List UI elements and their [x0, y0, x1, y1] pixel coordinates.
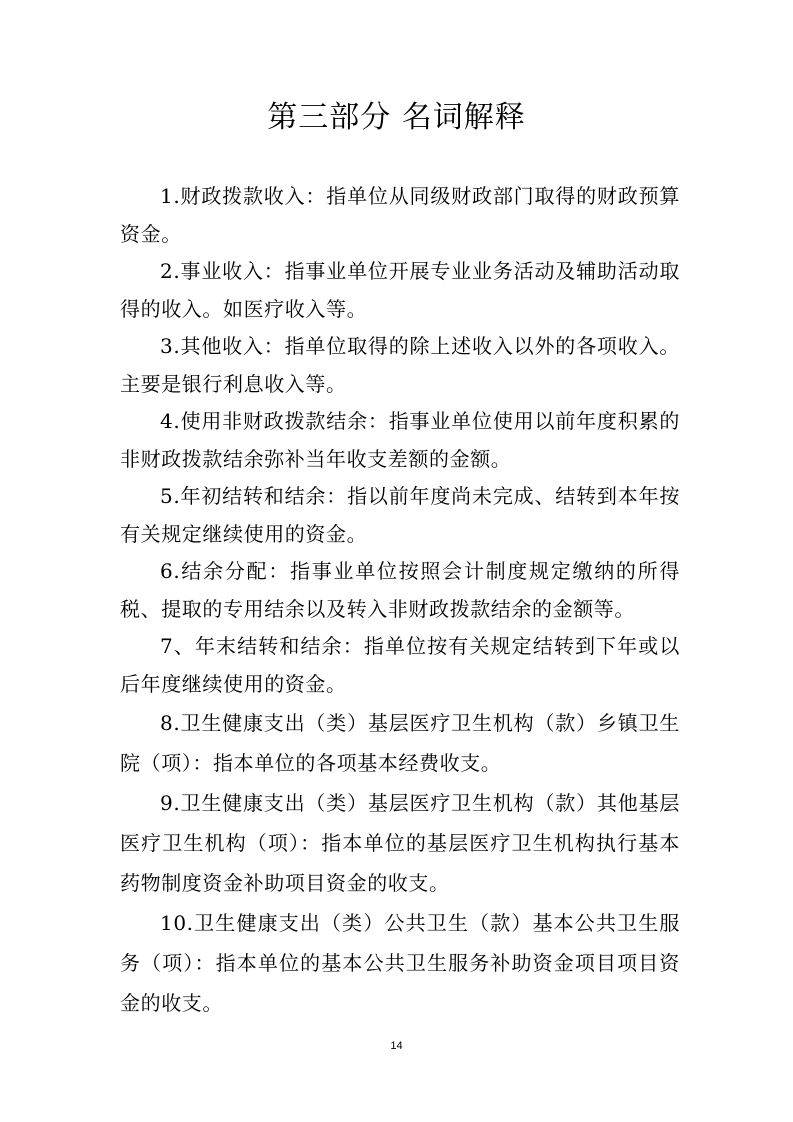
definition-item-7: 7、年末结转和结余：指单位按有关规定结转到下年或以后年度继续使用的资金。 — [120, 634, 680, 696]
definition-item-8: 8.卫生健康支出（类）基层医疗卫生机构（款）乡镇卫生院（项）：指本单位的各项基本经费收支。 — [120, 711, 680, 775]
definition-item-9: 9.卫生健康支出（类）基层医疗卫生机构（款）其他基层医疗卫生机构（项）：指本单位的基层医疗卫生机构执行基本药物制度资金补助项目资金的收支。 — [120, 791, 680, 895]
definition-item-3: 3.其他收入：指单位取得的除上述收入以外的各项收入。主要是银行利息收入等。 — [120, 334, 680, 396]
definition-item-1: 1.财政拨款收入：指单位从同级财政部门取得的财政预算资金。 — [120, 184, 680, 246]
definition-item-5: 5.年初结转和结余：指以前年度尚未完成、结转到本年按有关规定继续使用的资金。 — [120, 484, 680, 546]
definition-item-6: 6.结余分配：指事业单位按照会计制度规定缴纳的所得税、提取的专用结余以及转入非财政拨款结余的金额等。 — [120, 559, 680, 621]
definitions-list — [120, 178, 680, 1023]
definition-item-10: 10.卫生健康支出（类）公共卫生（款）基本公共卫生服务（项）：指本单位的基本公共卫生服务补助资金项目项目资金的收支。 — [120, 911, 680, 1015]
definition-item-4: 4.使用非财政拨款结余：指事业单位使用以前年度积累的非财政拨款结余弥补当年收支差额的金额。 — [120, 409, 680, 471]
page-number: 14 — [390, 1040, 403, 1052]
page-title: 第三部分 名词解释 — [267, 100, 526, 135]
definition-item-2: 2.事业收入：指事业单位开展专业业务活动及辅助活动取得的收入。如医疗收入等。 — [120, 259, 680, 321]
